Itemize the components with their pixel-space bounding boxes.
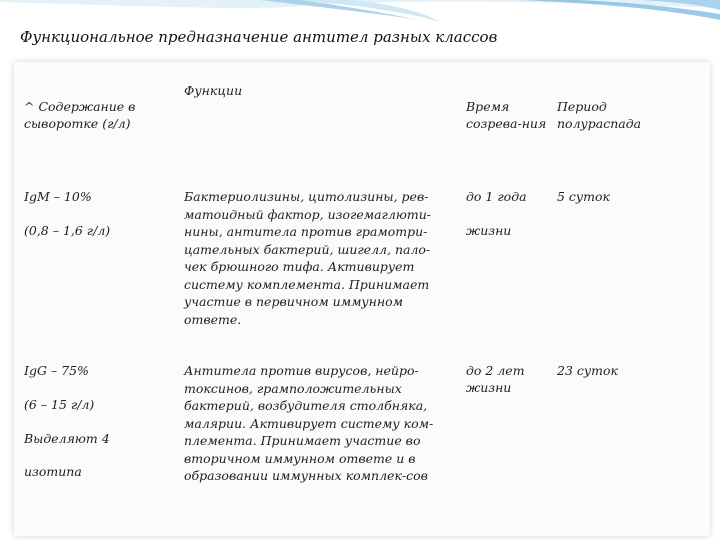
function-line: участие в первичном иммунном	[184, 294, 404, 309]
function-line: матоидный фактор, изогемаглюти-	[184, 206, 431, 222]
row-igg-time-line1: до 2 лет	[466, 363, 525, 378]
function-line: токсинов, грамположительных	[184, 380, 402, 396]
row-igg-period: 23 суток	[557, 363, 618, 378]
function-line: бактерий, возбудителя столбняка,	[184, 398, 428, 413]
function-line: племента. Принимает участие во	[184, 433, 421, 448]
row-igg-time-line2: жизни	[466, 380, 512, 395]
row-igm-functions	[184, 188, 431, 328]
function-line: Бактериолизины, цитолизины, рев-	[184, 189, 429, 204]
header-content-line1: ^ Содержание в	[24, 99, 136, 114]
header-functions: Функции	[184, 83, 243, 98]
function-line: ответе.	[184, 311, 242, 327]
row-igg-class: IgG – 75%	[24, 363, 89, 378]
row-igm-time-line2: жизни	[466, 223, 512, 238]
page-title: Функциональное предназначение антител разных классов	[20, 28, 498, 46]
antibody-table	[14, 62, 710, 536]
function-line: чек брюшного тифа. Активирует	[184, 259, 415, 274]
function-line: образовании иммунных комплек-сов	[184, 468, 428, 483]
header-content-line2: сыворотке (г/л)	[24, 116, 131, 131]
function-line: систему комплемента. Принимает	[184, 276, 430, 292]
header-time-line2: созрева-ния	[466, 116, 547, 131]
row-igg-extra1: Выделяют 4	[24, 431, 110, 446]
row-igg-extra2: изотипа	[24, 464, 82, 479]
row-igm-period: 5 суток	[557, 189, 611, 204]
function-line: нины, антитела против грамотри-	[184, 224, 428, 239]
row-igm-time-line1: до 1 года	[466, 189, 527, 204]
header-period-line2: полураспада	[557, 116, 642, 131]
row-igg-functions	[184, 362, 433, 485]
header-time-line1: Время	[466, 99, 510, 114]
row-igm-range: (0,8 – 1,6 г/л)	[24, 223, 111, 238]
function-line: вторичном иммунном ответе и в	[184, 450, 416, 466]
row-igg-range: (6 – 15 г/л)	[24, 397, 95, 412]
function-line: малярии. Активирует систему ком-	[184, 415, 434, 431]
header-period-line1: Период	[557, 99, 607, 114]
function-line: цательных бактерий, шигелл, пало-	[184, 241, 431, 257]
row-igm-class: IgM – 10%	[24, 189, 92, 204]
function-line: Антитела против вирусов, нейро-	[184, 363, 419, 378]
